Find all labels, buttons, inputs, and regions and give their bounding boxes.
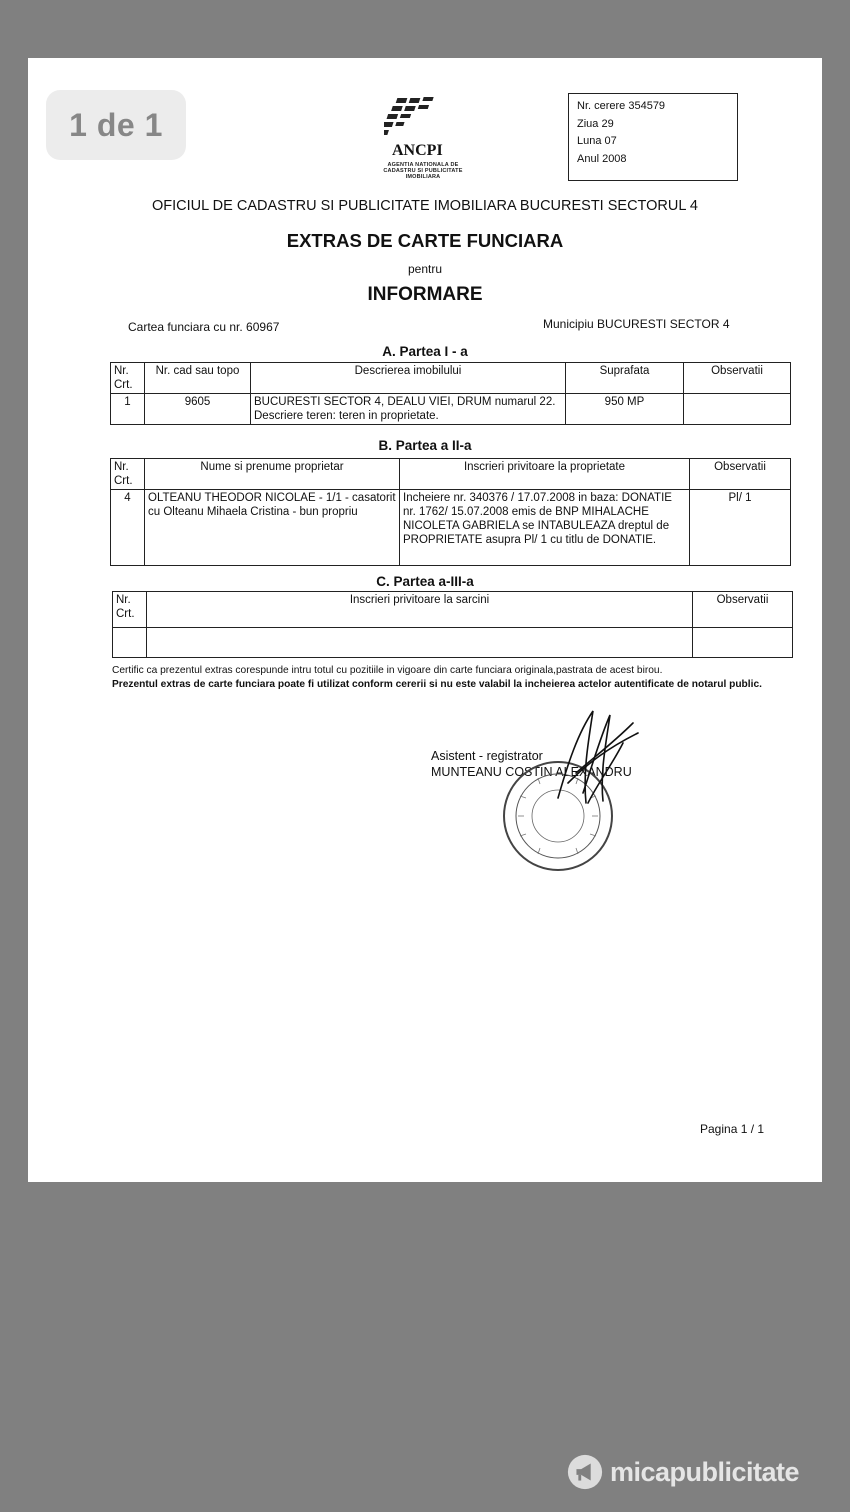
ancpi-logo-subtitle: AGENTIA NATIONALA DE CADASTRU SI PUBLICITATE IMOBILIARA bbox=[383, 162, 463, 180]
document-subtitle: pentru bbox=[407, 262, 443, 276]
col-sarcini: Inscrieri privitoare la sarcini bbox=[147, 592, 693, 628]
request-day: Ziua 29 bbox=[577, 117, 614, 130]
part-a-table bbox=[110, 362, 791, 425]
validity-note: Prezentul extras de carte funciara poate fi utilizat conform cererii si nu este valabil la incheierea actelor autentificate de notarul public. bbox=[112, 679, 762, 690]
col-nr-crt: Nr. Crt. bbox=[113, 592, 147, 628]
request-year: Anul 2008 bbox=[577, 152, 627, 165]
request-number: Nr. cerere 354579 bbox=[577, 100, 666, 112]
certification-text bbox=[112, 664, 792, 692]
handwritten-signature-icon bbox=[538, 703, 648, 813]
cell-nr bbox=[113, 628, 147, 658]
megaphone-icon bbox=[566, 1453, 604, 1491]
municipality: Municipiu BUCURESTI SECTOR 4 bbox=[543, 317, 730, 331]
cell-nr: 4 bbox=[111, 490, 145, 566]
certification-line: Certific ca prezentul extras corespunde intru totul cu pozitiile in vigoare din carte funciara originala,pastrata de acest birou. bbox=[112, 665, 663, 676]
cell-suprafata: 950 MP bbox=[566, 394, 684, 425]
col-suprafata: Suprafata bbox=[566, 363, 684, 394]
request-month: Luna 07 bbox=[577, 135, 617, 147]
signatory-name: MUNTEANU COSTIN ALEXANDRU bbox=[431, 765, 632, 779]
col-observatii: Observatii bbox=[690, 459, 791, 490]
cell-observatii: Pl/ 1 bbox=[690, 490, 791, 566]
ancpi-logo bbox=[374, 96, 466, 188]
page-indicator: 1 de 1 bbox=[46, 90, 186, 160]
table-header-row bbox=[113, 592, 793, 628]
part-b-title: B. Partea a II-a bbox=[378, 438, 472, 453]
table-row bbox=[111, 490, 791, 566]
col-nr-crt: Nr. Crt. bbox=[111, 459, 145, 490]
table-row bbox=[111, 394, 791, 425]
part-a-title: A. Partea I - a bbox=[382, 344, 468, 359]
site-watermark bbox=[566, 1452, 799, 1492]
col-proprietar: Nume si prenume proprietar bbox=[145, 459, 400, 490]
cell-inscrieri: Incheiere nr. 340376 / 17.07.2008 in baza: DONATIE nr. 1762/ 15.07.2008 emis de BNP MIHALACHE NICOLETA GABRIELA se INTABULEAZA dreptul de PROPRIETATE asupra Pl/ 1 cu titlu de DONATIE. bbox=[400, 490, 690, 566]
col-observatii: Observatii bbox=[684, 363, 791, 394]
col-nr-crt: Nr. Crt. bbox=[111, 363, 145, 394]
signatory-role: Asistent - registrator bbox=[431, 749, 543, 763]
col-observatii: Observatii bbox=[693, 592, 793, 628]
ancpi-logo-mark-icon bbox=[384, 96, 444, 138]
watermark-text: micapublicitate bbox=[610, 1456, 800, 1487]
cell-descriere: BUCURESTI SECTOR 4, DEALU VIEI, DRUM numarul 22. Descriere teren: teren in proprietate. bbox=[251, 394, 566, 425]
document-purpose: INFORMARE bbox=[367, 284, 483, 305]
cf-number: Cartea funciara cu nr. 60967 bbox=[128, 320, 280, 334]
document-page bbox=[28, 58, 822, 1182]
part-c-table bbox=[112, 591, 793, 658]
page-number: Pagina 1 / 1 bbox=[700, 1122, 765, 1136]
cell-cad: 9605 bbox=[145, 394, 251, 425]
request-info-box bbox=[568, 93, 738, 181]
col-nr-cad: Nr. cad sau topo bbox=[145, 363, 251, 394]
office-heading: OFICIUL DE CADASTRU SI PUBLICITATE IMOBILIARA BUCURESTI SECTORUL 4 bbox=[151, 198, 698, 214]
table-header-row bbox=[111, 459, 791, 490]
table-row bbox=[113, 628, 793, 658]
cell-observatii bbox=[693, 628, 793, 658]
cell-proprietar: OLTEANU THEODOR NICOLAE - 1/1 - casatorit cu Olteanu Mihaela Cristina - bun propriu bbox=[145, 490, 400, 566]
cell-nr: 1 bbox=[111, 394, 145, 425]
cell-observatii bbox=[684, 394, 791, 425]
part-b-table bbox=[110, 458, 791, 566]
col-descriere: Descrierea imobilului bbox=[251, 363, 566, 394]
document-title: EXTRAS DE CARTE FUNCIARA bbox=[286, 230, 564, 251]
table-header-row bbox=[111, 363, 791, 394]
col-inscrieri: Inscrieri privitoare la proprietate bbox=[400, 459, 690, 490]
part-c-title: C. Partea a-III-a bbox=[376, 574, 474, 589]
cell-sarcini bbox=[147, 628, 693, 658]
ancpi-logo-name: ANCPI bbox=[392, 142, 443, 159]
